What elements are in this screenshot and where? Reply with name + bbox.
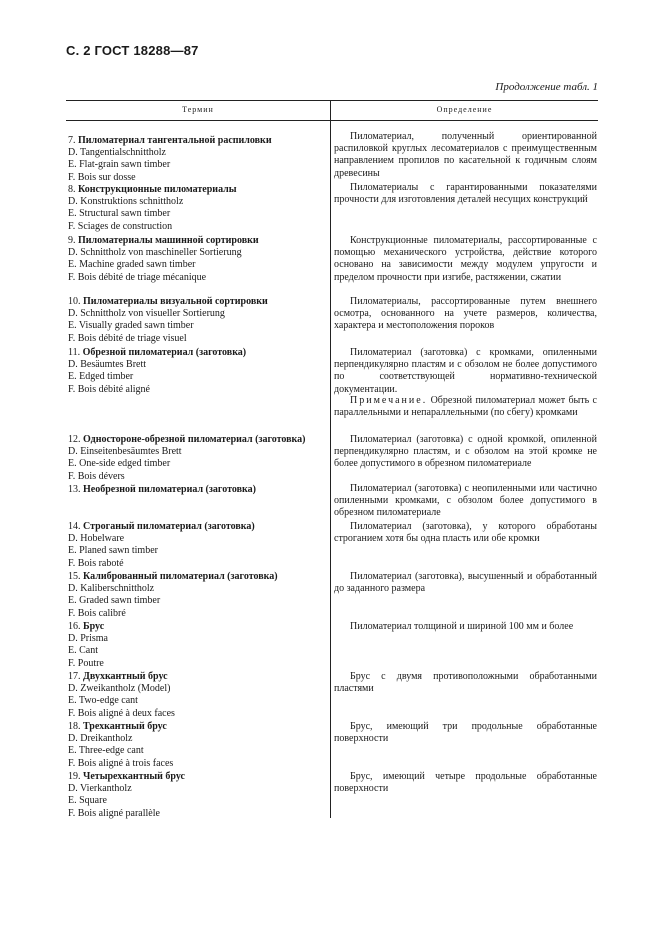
table-caption: Продолжение табл. 1 (495, 81, 598, 93)
term-name: Строганый пиломатериал (заготовка) (83, 521, 255, 532)
term-name: Одностороне-обрезной пиломатериал (заготовка) (83, 434, 306, 445)
term-number: 9. (68, 235, 76, 246)
term-translation-d: D. Tangentialschnittholz (68, 147, 166, 159)
term-title (68, 347, 330, 359)
definition-text: Пиломатериал (заготовка) с неопиленными или частично опиленными кромками, с обзолом более допустимого в обрезном пиломатериале (334, 483, 597, 519)
term-translation-d: D. Dreikantholz (68, 733, 133, 745)
term-entry (68, 184, 330, 233)
term-entry (68, 721, 330, 770)
term-entry (68, 347, 330, 396)
term-name: Пиломатериалы машинной сортировки (78, 235, 259, 246)
definition-text: Пиломатериал (заготовка) с кромками, опиленными перпендикулярно пластям и с обзолом не более допустимого по соответствующей нормативно-технической документации. (334, 347, 597, 395)
term-title (68, 135, 330, 147)
term-name: Конструкционные пиломатериалы (78, 184, 237, 195)
term-name: Брус (83, 621, 105, 632)
term-entry (68, 521, 330, 570)
term-name: Калиброванный пиломатериал (заготовка) (83, 571, 278, 582)
term-translation-d: D. Konstruktions schnittholz (68, 196, 184, 208)
term-title (68, 771, 330, 783)
term-translation-f: F. Sciages de construction (68, 220, 173, 232)
term-translation-e: E. Cant (68, 645, 98, 657)
term-translation-d: D. Kaliberschnittholz (68, 583, 155, 595)
term-translation-e: E. Planed sawn timber (68, 545, 158, 557)
term-translation-f: F. Bois sur dosse (68, 171, 136, 183)
definition-text: Брус, имеющий три продольные обработанные поверхности (334, 721, 597, 745)
term-translation-d: D. Besäumtes Brett (68, 359, 147, 371)
term-entry (68, 571, 330, 620)
term-translation-f: F. Bois aligné parallèle (68, 807, 160, 819)
term-name: Двухкантный брус (83, 671, 168, 682)
term-translation-e: E. One-side edged timber (68, 458, 171, 470)
term-translation-e: E. Machine graded sawn timber (68, 259, 196, 271)
term-name: Необрезной пиломатериал (заготовка) (83, 484, 256, 495)
note-text: Обрезной пиломатериал может быть с параллельными и непараллельными (по сбегу) кромками (334, 395, 597, 419)
term-number: 16. (68, 621, 81, 632)
term-title (68, 484, 330, 496)
term-title (68, 434, 330, 446)
term-translation-d: D. Zweikantholz (Model) (68, 683, 171, 695)
term-entry (68, 484, 330, 496)
term-title (68, 571, 330, 583)
term-translation-e: E. Square (68, 795, 107, 807)
term-translation-d: D. Schnittholz von visueller Sortierung (68, 308, 225, 320)
term-entry (68, 621, 330, 670)
term-translation-e: E. Edged timber (68, 371, 134, 383)
definition-text: Пиломатериалы с гарантированными показателями прочности для изготовления деталей несущих конструкций (334, 182, 597, 206)
term-name: Трехкантный брус (83, 721, 167, 732)
term-number: 8. (68, 184, 76, 195)
term-translation-d: D. Schnittholz von maschineller Sortierung (68, 247, 242, 259)
definition-text: Пиломатериал (заготовка), у которого обработаны строганием хотя бы одна пласть или обе кромки (334, 521, 597, 545)
term-name: Пиломатериал тангентальной распиловки (78, 135, 272, 146)
page-header: С. 2 ГОСТ 18288—87 (66, 43, 199, 58)
term-name: Пиломатериалы визуальной сортировки (83, 296, 268, 307)
definition-text: Пиломатериал толщиной и шириной 100 мм и более (350, 621, 574, 632)
term-number: 10. (68, 296, 81, 307)
term-translation-f: F. Bois débité de triage visuel (68, 332, 187, 344)
term-number: 7. (68, 135, 76, 146)
term-entry (68, 671, 330, 720)
term-translation-e: E. Flat-grain sawn timber (68, 159, 171, 171)
term-number: 19. (68, 771, 81, 782)
definition-text: Пиломатериал (заготовка), высушенный и обработанный до заданного размера (334, 571, 597, 595)
term-title (68, 296, 330, 308)
definition-text: Конструкционные пиломатериалы, рассортированные с помощью механического устройства, действие которого основано на зависимости между модулем упругости и пределом прочности при изгибе, растяжении, сжатии (334, 235, 597, 283)
table-header-rule (66, 120, 598, 121)
term-translation-f: F. Bois débité de triage mécanique (68, 271, 207, 283)
column-header-definition: Определение (436, 105, 493, 114)
table-note (334, 395, 597, 419)
term-translation-d: D. Prisma (68, 633, 108, 645)
term-translation-d: D. Vierkantholz (68, 783, 132, 795)
term-translation-e: E. Three-edge cant (68, 745, 144, 757)
term-translation-f: F. Bois dévers (68, 470, 125, 482)
definition-text: Пиломатериал (заготовка) с одной кромкой, опиленной перпендикулярно пластям, и с обзолом на этой кромке не более допустимого в обрезном пиломатериале (334, 434, 597, 470)
definition-text: Брус, имеющий четыре продольные обработанные поверхности (334, 771, 597, 795)
term-number: 13. (68, 484, 81, 495)
term-entry (68, 296, 330, 345)
term-name: Четырехкантный брус (83, 771, 185, 782)
term-number: 14. (68, 521, 81, 532)
column-divider (330, 100, 331, 818)
term-translation-f: F. Poutre (68, 657, 104, 669)
term-title (68, 235, 330, 247)
term-translation-e: E. Structural sawn timber (68, 208, 171, 220)
definition-text: Пиломатериал, полученный ориентированной распиловкой круглых лесоматериалов с преимущественным направлением пропилов по касательной к годичным слоям древесины (334, 131, 597, 179)
term-translation-e: E. Visually graded sawn timber (68, 320, 194, 332)
term-title (68, 521, 330, 533)
term-translation-d: D. Hobelware (68, 533, 125, 545)
term-title (68, 184, 330, 196)
definition-text: Брус с двумя противоположными обработанными пластями (334, 671, 597, 695)
term-translation-f: F. Bois calibré (68, 607, 126, 619)
term-entry (68, 434, 330, 483)
term-title (68, 671, 330, 683)
term-entry (68, 771, 330, 820)
term-name: Обрезной пиломатериал (заготовка) (82, 347, 247, 358)
term-translation-e: E. Two-edge cant (68, 695, 138, 707)
term-number: 15. (68, 571, 81, 582)
term-translation-f: F. Bois raboté (68, 557, 124, 569)
term-title (68, 621, 330, 633)
term-number: 17. (68, 671, 81, 682)
note-label: Примечание. (350, 395, 428, 406)
term-translation-e: E. Graded sawn timber (68, 595, 161, 607)
term-translation-f: F. Bois aligné à trois faces (68, 757, 174, 769)
term-title (68, 721, 330, 733)
term-number: 12. (68, 434, 81, 445)
definition-text: Пиломатериалы, рассортированные путем внешнего осмотра, основанного на учете размеров, количества, характера и местоположения пороков (334, 296, 597, 332)
term-entry (68, 135, 330, 184)
term-translation-f: F. Bois aligné à deux faces (68, 707, 175, 719)
column-header-term: Термин (182, 105, 214, 114)
term-number: 11. (68, 347, 81, 358)
term-number: 18. (68, 721, 81, 732)
term-translation-f: F. Bois débité aligné (68, 383, 150, 395)
term-entry (68, 235, 330, 284)
table-top-rule (66, 100, 598, 101)
term-translation-d: D. Einseitenbesäumtes Brett (68, 446, 182, 458)
